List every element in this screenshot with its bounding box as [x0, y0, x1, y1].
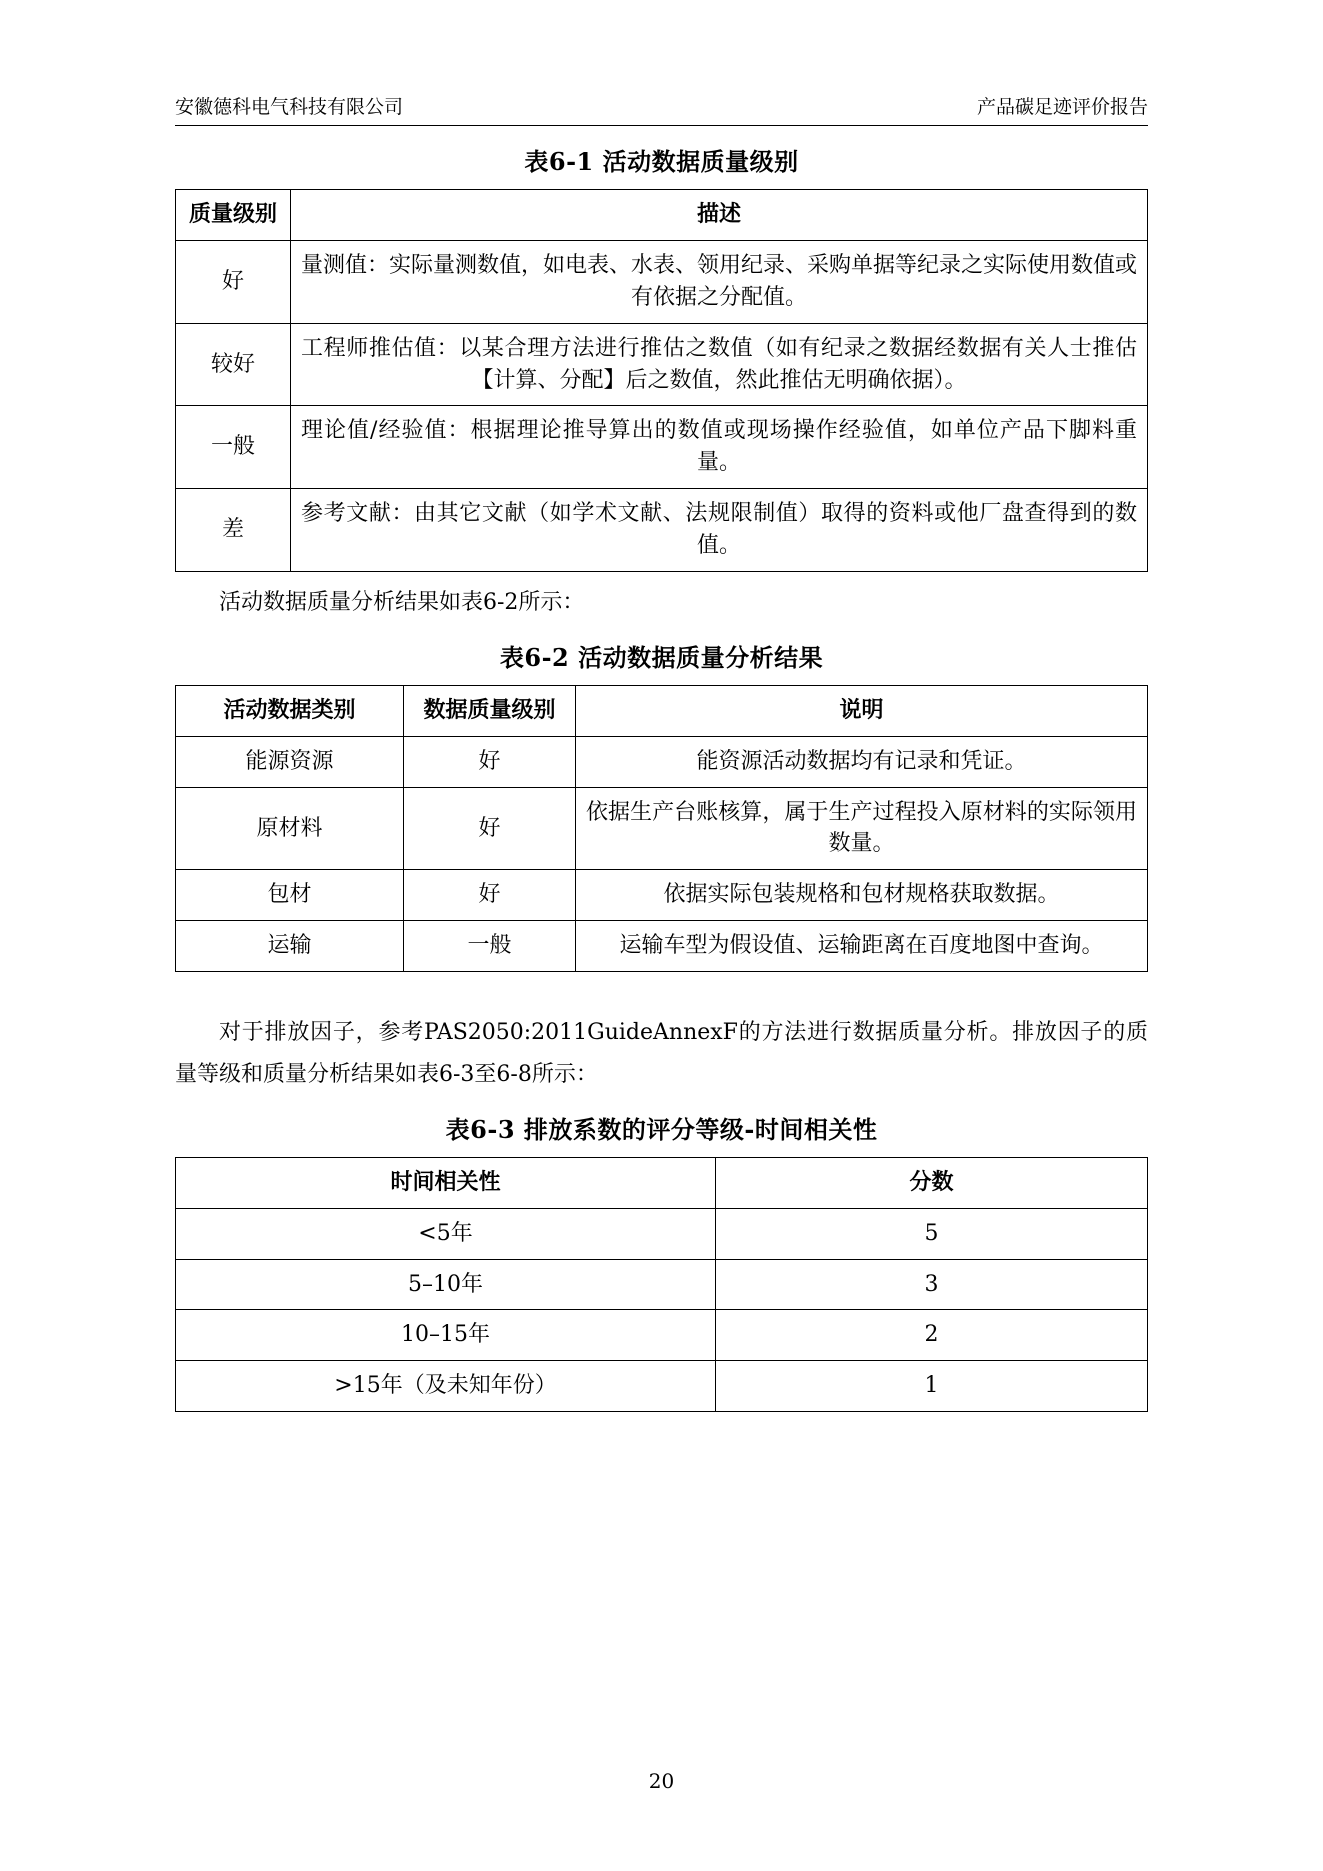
- table3-caption: 表6-3 排放系数的评分等级-时间相关性: [445, 1114, 878, 1144]
- table2-caption: 表6-2 活动数据质量分析结果: [499, 642, 824, 672]
- header-document-title: 产品碳足迹评价报告: [976, 96, 1148, 118]
- table2-cell-level: 好: [404, 736, 576, 787]
- table2-cell-level: 好: [404, 787, 576, 870]
- table3-cell-score: 5: [716, 1208, 1148, 1259]
- table3-cell-time: >15年（及未知年份）: [176, 1361, 716, 1412]
- table-row: [176, 1259, 1148, 1310]
- table1-cell-desc: 参考文献：由其它文献（如学术文献、法规限制值）取得的资料或他厂盘查得到的数值。: [291, 489, 1148, 572]
- table3-cell-time: 5–10年: [176, 1259, 716, 1310]
- table1-cell-level: 较好: [176, 323, 291, 406]
- table-row: [176, 685, 1148, 736]
- table-activity-data-quality-results: [175, 685, 1148, 972]
- page-number: 20: [648, 1769, 675, 1793]
- table-emission-factor-time-relevance: [175, 1157, 1148, 1412]
- table1-cell-level: 一般: [176, 406, 291, 489]
- table3-cell-score: 1: [716, 1361, 1148, 1412]
- table2-cell-level: 一般: [404, 921, 576, 972]
- table1-cell-level: 差: [176, 489, 291, 572]
- table-row: [176, 1361, 1148, 1412]
- vertical-spacer: [175, 972, 1148, 1002]
- table1-cell-desc: 量测值：实际量测数值，如电表、水表、领用纪录、采购单据等纪录之实际使用数值或有依据之分配值。: [291, 240, 1148, 323]
- table1-caption: 表6-1 活动数据质量级别: [524, 147, 799, 176]
- table1-header-desc: 描述: [291, 190, 1148, 241]
- table-row: [176, 787, 1148, 870]
- table3-cell-time: <5年: [176, 1208, 716, 1259]
- header-company-name: 安徽德科电气科技有限公司: [175, 96, 404, 118]
- table2-header-level: 数据质量级别: [404, 685, 576, 736]
- table3-cell-score: 3: [716, 1259, 1148, 1310]
- table1-header-level: 质量级别: [176, 190, 291, 241]
- table-row: [176, 921, 1148, 972]
- table3-cell-time: 10–15年: [176, 1310, 716, 1361]
- table-activity-data-quality-levels: [175, 189, 1148, 572]
- table2-cell-note: 运输车型为假设值、运输距离在百度地图中查询。: [576, 921, 1148, 972]
- table1-cell-desc: 理论值/经验值：根据理论推导算出的数值或现场操作经验值，如单位产品下脚料重量。: [291, 406, 1148, 489]
- table2-cell-note: 能资源活动数据均有记录和凭证。: [576, 736, 1148, 787]
- page-header: [175, 92, 1148, 126]
- table-row: [176, 323, 1148, 406]
- table3-cell-score: 2: [716, 1310, 1148, 1361]
- table-row: [176, 870, 1148, 921]
- table2-cell-category: 原材料: [176, 787, 404, 870]
- table3-header-score: 分数: [716, 1157, 1148, 1208]
- table-row: [176, 489, 1148, 572]
- table-row: [176, 240, 1148, 323]
- paragraph-after-table1: 活动数据质量分析结果如表6-2所示：: [219, 590, 585, 616]
- paragraph-emission-factors: 对于排放因子，参考PAS2050:2011GuideAnnexF的方法进行数据质量分析。排放因子的质量等级和质量分析结果如表6-3至6-8所示：: [175, 1020, 1148, 1087]
- table-row: [176, 1208, 1148, 1259]
- table2-header-category: 活动数据类别: [176, 685, 404, 736]
- table2-cell-category: 包材: [176, 870, 404, 921]
- table-row: [176, 1310, 1148, 1361]
- page-content: [175, 128, 1148, 1412]
- table3-header-time: 时间相关性: [176, 1157, 716, 1208]
- table1-cell-desc: 工程师推估值：以某合理方法进行推估之数值（如有纪录之数据经数据有关人士推估【计算、分配】后之数值，然此推估无明确依据）。: [291, 323, 1148, 406]
- table-row: [176, 736, 1148, 787]
- table-row: [176, 1157, 1148, 1208]
- table2-cell-category: 运输: [176, 921, 404, 972]
- table2-cell-note: 依据实际包装规格和包材规格获取数据。: [576, 870, 1148, 921]
- table1-cell-level: 好: [176, 240, 291, 323]
- table2-cell-category: 能源资源: [176, 736, 404, 787]
- table-row: [176, 190, 1148, 241]
- table2-header-note: 说明: [576, 685, 1148, 736]
- table-row: [176, 406, 1148, 489]
- table2-cell-level: 好: [404, 870, 576, 921]
- table2-cell-note: 依据生产台账核算，属于生产过程投入原材料的实际领用数量。: [576, 787, 1148, 870]
